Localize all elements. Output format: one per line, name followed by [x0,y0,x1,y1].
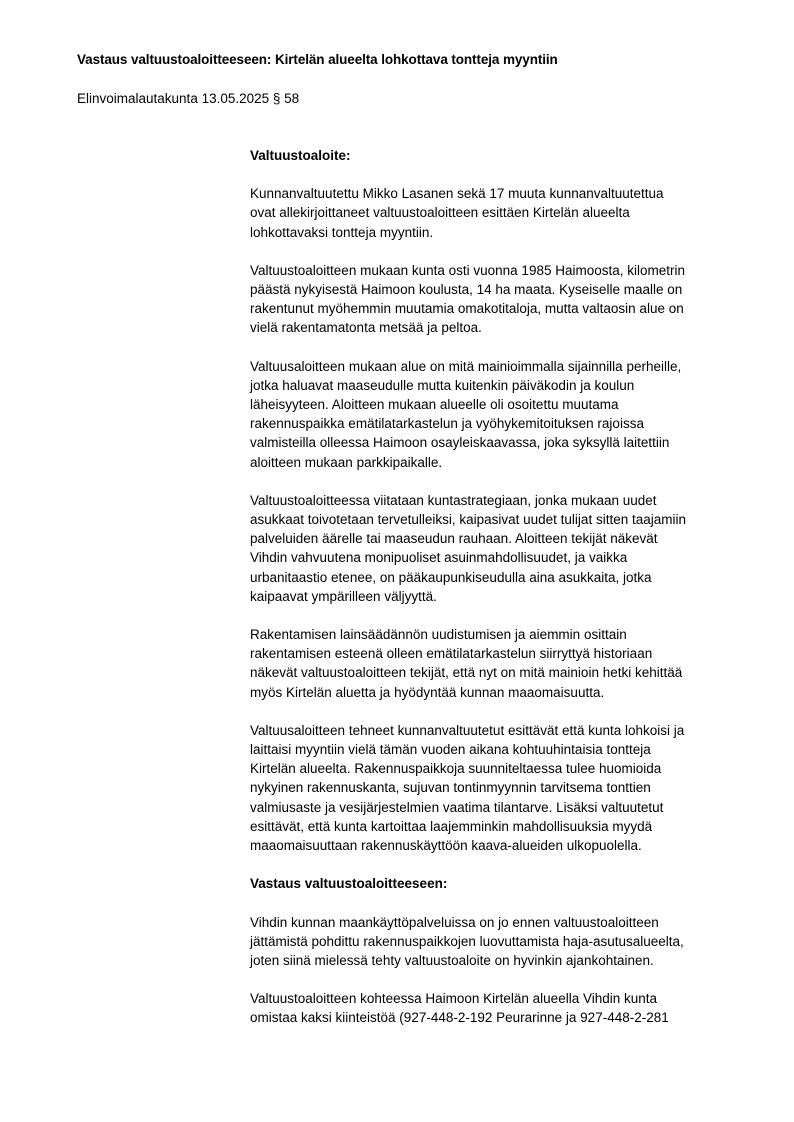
paragraph-line: Kirtelän alueelta. Rakennuspaikkoja suunniteltaessa tulee huomioida [250,761,662,777]
paragraph-line: urbanitaastio etenee, on pääkaupunkiseudulla aina asukkaita, jotka [250,569,652,585]
paragraph-line: valmiusaste ja vesijärjestelmien vaatima tilantarve. Lisäksi valtuutetut [250,799,664,815]
paragraph-line: ovat allekirjoittaneet valtuustoaloitteen esittäen Kirtelän alueelta [250,205,630,221]
paragraph-response [250,913,750,971]
paragraph-properties [250,989,750,1027]
paragraph-line: myös Kirtelän aluetta ja hyödyntää kunnan maaomaisuutta. [250,684,605,700]
paragraph-line: Valtuusaloitteen mukaan alue on mitä mainioimmalla sijainnilla perheille, [250,358,682,374]
document-title: Vastaus valtuustoaloitteeseen: Kirtelän alueelta lohkottava tontteja myyntiin [77,52,558,67]
paragraph-line: palveluiden äärelle tai maaseudun rauhaan. Aloitteen tekijät näkevät [250,531,658,547]
paragraph-line: rakennuspaikka emätilatarkastelun ja vyöhykemitoituksen rajoissa [250,416,644,432]
paragraph-line: maaomaisuuttaan rakennuskäyttöön kaava-alueiden ulkopuolella. [250,838,642,854]
body-column [250,146,750,1028]
paragraph-line: kaipaavat ympärilleen väljyyttä. [250,588,437,604]
paragraph-line: Rakentamisen lainsäädännön uudistumisen ja aiemmin osittain [250,627,627,643]
paragraph-line: rakentunut myöhemmin muutamia omakotitaloja, mutta valtaosin alue on [250,301,684,317]
paragraph-line: näkevät valtuustoaloitteen tekijät, että nyt on mitä mainioin hetki kehittää [250,665,683,681]
paragraph-line: vielä rakentamatonta metsää ja peltoa. [250,320,482,336]
paragraph-initiators [250,184,750,242]
paragraph-line: joten siinä mielessä tehty valtuustoaloite on hyvinkin ajankohtainen. [250,952,654,968]
paragraph-line: laittaisi myyntiin vielä tämän vuoden aikana kohtuuhintaisia tontteja [250,742,651,758]
paragraph-location [250,357,750,472]
paragraph-line: päästä nykyisestä Haimoon koulusta, 14 ha maata. Kyseiselle maalle on [250,282,683,298]
paragraph-line: Vihdin vahvuutena monipuoliset asuinmahdollisuudet, ja vaikka [250,550,628,566]
vastaus-heading: Vastaus valtuustoaloitteeseen: [250,876,448,892]
paragraph-land-purchase [250,261,750,338]
paragraph-line: läheisyyteen. Aloitteen mukaan alueelle oli osoitettu muutama [250,397,619,413]
paragraph-line: Valtuustoaloitteen kohteessa Haimoon Kirtelän alueella Vihdin kunta [250,991,658,1007]
paragraph-line: nykyinen rakennuskanta, sujuvan tontinmyynnin tarvitsema tonttien [250,780,651,796]
paragraph-line: omistaa kaksi kiinteistöä (927-448-2-192 Peurarinne ja 927-448-2-281 [250,1010,669,1026]
paragraph-strategy [250,491,750,606]
paragraph-line: lohkottavaksi tontteja myyntiin. [250,224,434,240]
paragraph-line: jättämistä pohdittu rakennuspaikkojen luovuttamista haja-asutusalueelta, [250,933,684,949]
paragraph-line: Vihdin kunnan maankäyttöpalveluissa on jo ennen valtuustoaloitteen [250,914,659,930]
paragraph-line: rakentamisen esteenä olleen emätilatarkastelun siirryttyä historiaan [250,646,653,662]
paragraph-line: Kunnanvaltuutettu Mikko Lasanen sekä 17 muuta kunnanvaltuutettua [250,186,664,202]
paragraph-line: esittävät, että kunta kartoittaa laajemminkin mahdollisuuksia myydä [250,818,653,834]
paragraph-line: valmisteilla olleessa Haimoon osayleiskaavassa, joka syksyllä laitettiin [250,435,670,451]
paragraph-line: aloitteen mukaan parkkipaikalle. [250,454,443,470]
paragraph-proposal [250,721,750,855]
paragraph-legislation [250,625,750,702]
meeting-reference: Elinvoimalautakunta 13.05.2025 § 58 [77,91,300,106]
paragraph-line: Valtuustoaloitteen mukaan kunta osti vuonna 1985 Haimoosta, kilometrin [250,262,686,278]
paragraph-line: asukkaat toivotetaan tervetulleiksi, kaipasivat uudet tulijat sitten taajamiin [250,512,686,528]
paragraph-line: Valtuusaloitteen tehneet kunnanvaltuutetut esittävät että kunta lohkoisi ja [250,722,685,738]
paragraph-line: jotka haluavat maaseudulle mutta kuitenkin päiväkodin ja koulun [250,377,635,393]
paragraph-line: Valtuustoaloitteessa viitataan kuntastrategiaan, jonka mukaan uudet [250,492,657,508]
aloite-heading: Valtuustoaloite: [250,148,351,163]
